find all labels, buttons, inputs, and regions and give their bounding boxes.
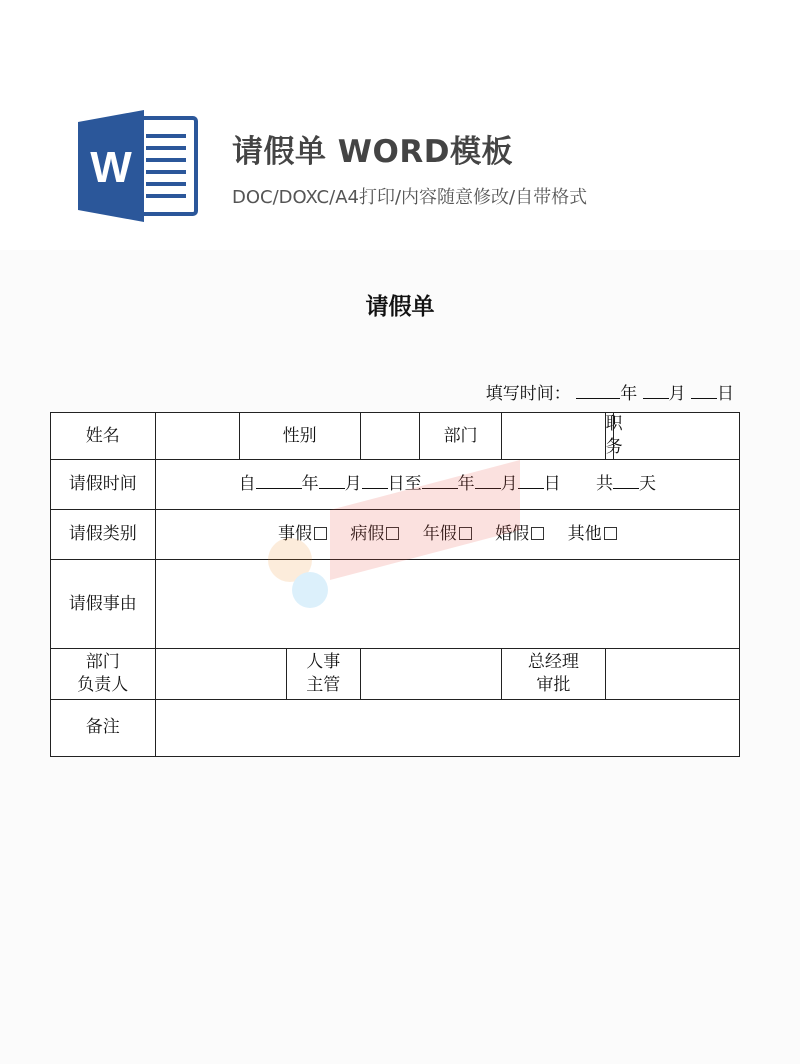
word-icon (76, 110, 198, 222)
table-row-approvals (51, 648, 740, 699)
to-day-label: 日 (543, 474, 561, 495)
checkbox-icon[interactable] (604, 527, 617, 540)
checkbox-icon[interactable] (386, 527, 399, 540)
fill-time-label: 填写时间： (485, 384, 571, 404)
banner-subtitle: DOC/DOXC/A4打印/内容随意修改/自带格式 (232, 187, 588, 208)
leave-time-range[interactable] (155, 460, 739, 510)
to-month-blank[interactable] (475, 474, 501, 489)
gm-approval-field[interactable] (605, 648, 739, 699)
fill-day-label: 日 (717, 384, 734, 404)
to-month-label: 月 (500, 474, 518, 495)
position-label: 职务 (605, 413, 613, 460)
leave-reason-field[interactable] (155, 560, 739, 648)
from-label: 自 (238, 474, 256, 495)
dept-head-field[interactable] (155, 648, 286, 699)
gender-label: 性别 (239, 413, 360, 460)
remarks-field[interactable] (155, 699, 739, 756)
to-day-blank[interactable] (518, 474, 544, 489)
from-month-blank[interactable] (319, 474, 345, 489)
banner-title: 请假单 WORD模板 (232, 134, 513, 170)
gender-field[interactable] (360, 413, 419, 460)
dept-field[interactable] (502, 413, 606, 460)
table-row-leave-type (51, 510, 740, 560)
fill-year-blank[interactable] (576, 384, 620, 399)
name-field[interactable] (155, 413, 239, 460)
total-label: 共 (595, 474, 613, 495)
leave-reason-label: 请假事由 (51, 560, 156, 648)
leave-form-table (50, 412, 740, 757)
table-row-leave-reason (51, 560, 740, 648)
from-year-label: 年 (301, 474, 319, 495)
leave-type-options (155, 510, 739, 560)
checkbox-icon[interactable] (459, 527, 472, 540)
from-day-to-label: 日至 (387, 474, 422, 495)
from-month-label: 月 (344, 474, 362, 495)
fill-month-label: 月 (668, 384, 686, 404)
option-annual-leave[interactable]: 年假 (423, 524, 472, 544)
total-days-blank[interactable] (613, 474, 639, 489)
word-logo-letter: W (90, 143, 132, 192)
option-other-leave[interactable]: 其他 (568, 524, 617, 544)
table-row-leave-time (51, 460, 740, 510)
document-title: 请假单 (365, 294, 435, 320)
gm-approval-label: 总经理 审批 (502, 648, 606, 699)
days-unit-label: 天 (638, 474, 656, 495)
from-year-blank[interactable] (256, 474, 302, 489)
fill-time-line (486, 379, 734, 404)
remarks-label: 备注 (51, 699, 156, 756)
to-year-label: 年 (457, 474, 475, 495)
table-row-remarks (51, 699, 740, 756)
hr-head-field[interactable] (360, 648, 501, 699)
dept-head-label: 部门 负责人 (51, 648, 156, 699)
leave-time-label: 请假时间 (51, 460, 156, 510)
dept-label: 部门 (420, 413, 502, 460)
name-label: 姓名 (51, 413, 156, 460)
fill-year-label: 年 (620, 384, 638, 404)
leave-type-label: 请假类别 (51, 510, 156, 560)
table-row-basic-info (51, 413, 740, 460)
option-personal-leave[interactable]: 事假 (278, 524, 327, 544)
fill-day-blank[interactable] (691, 384, 717, 399)
position-field[interactable] (613, 413, 739, 460)
option-sick-leave[interactable]: 病假 (350, 524, 399, 544)
header-banner (0, 0, 800, 250)
hr-head-label: 人事 主管 (286, 648, 360, 699)
to-year-blank[interactable] (422, 474, 458, 489)
checkbox-icon[interactable] (531, 527, 544, 540)
option-marriage-leave[interactable]: 婚假 (495, 524, 544, 544)
checkbox-icon[interactable] (314, 527, 327, 540)
from-day-blank[interactable] (362, 474, 388, 489)
fill-month-blank[interactable] (643, 384, 669, 399)
